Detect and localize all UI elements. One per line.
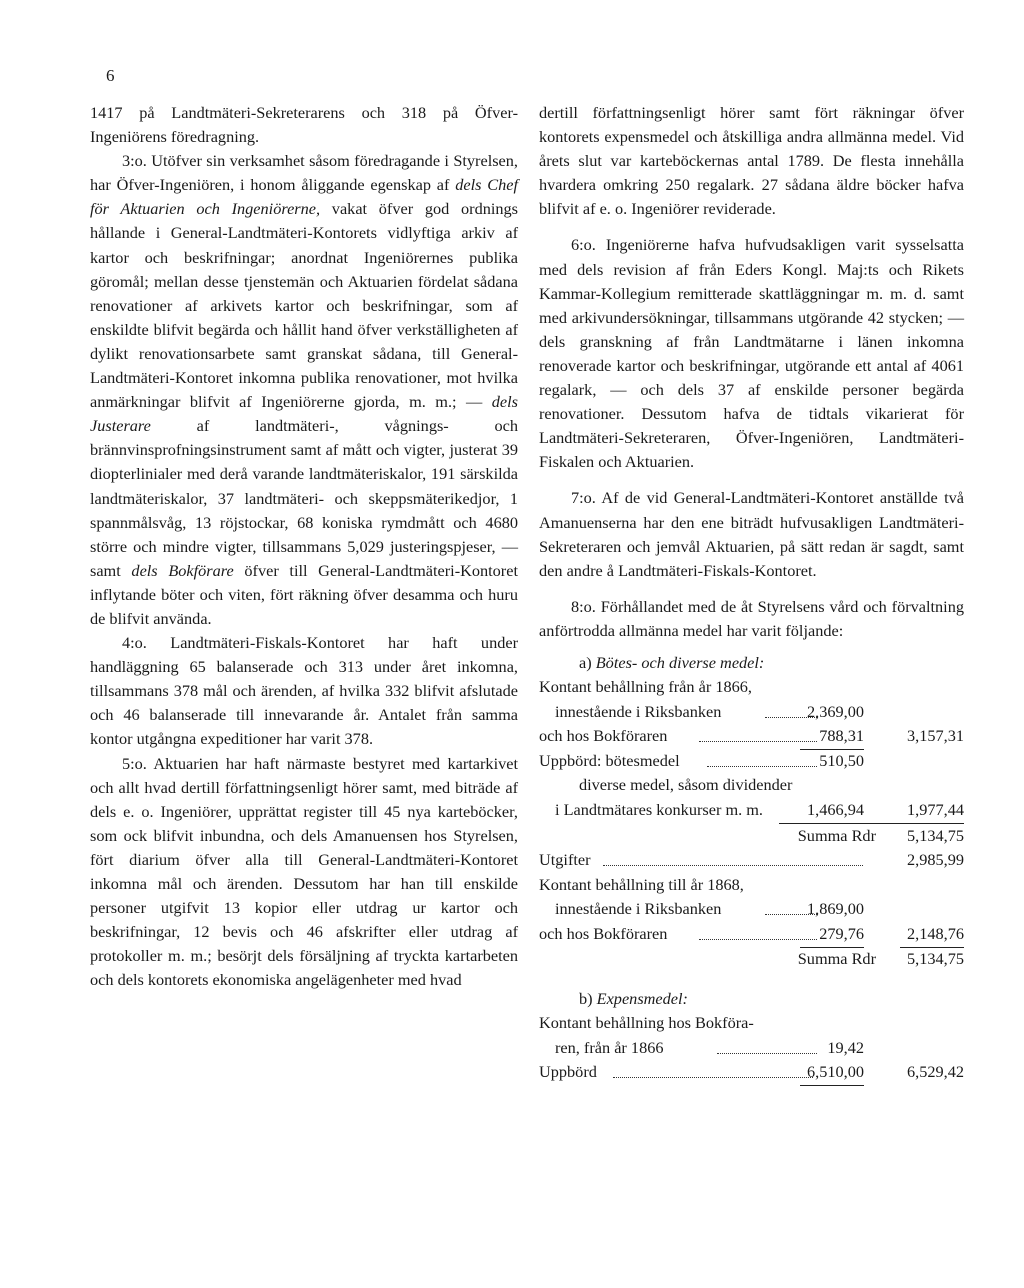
ledger-value: 1,869,00: [807, 899, 864, 919]
ledger-label: diverse medel, såsom dividender: [579, 775, 793, 795]
ledger-value: 19,42: [827, 1037, 864, 1057]
ledger-row: [539, 773, 964, 798]
ledger-total: 2,985,99: [907, 850, 964, 870]
ledger-row: [539, 798, 964, 823]
ledger-row: [539, 897, 964, 922]
italic-span: dels Chef för Aktuarien och Ingeniörerne,: [90, 175, 518, 219]
ledger-row-sum: [779, 947, 964, 972]
paragraph-5o: 5:o. Aktuarien har haft närmaste bestyret med kartarkivet och allt hvad dertill författningsenligt hörer samt, med biträde af dels e. o. Ingeniörer, upprättat register till 45 nya karteböcker, som ock blifvit inbundna, och dels Amanuensen hos Styrelsen, fört diarium öfver alla till General-Landtmäteri-Kontoret inkomna mål och ärenden. Dessutom har han till enskilde personer utgifvit 13 kopior eller utdrag ur kartor och beskrifningar, 12 bevis och 46 afskrifter eller utdrag af protokoller m. m.; besörjt dels försäljning af tryckta kartarbeten och dels kontorets ekonomiska angelägenheter med hvad: [90, 753, 518, 990]
paragraph-4o: 4:o. Landtmäteri-Fiskals-Kontoret har haft under handläggning 65 balanserade och 313 under året inkomna, tillsammans 378 mål och ärenden, af hvilka 332 blifvit afslutade och 46 balanserade till innevarande år. Antalet från samma kontor utgångna expeditioner har varit 378.: [90, 633, 518, 749]
ledger-label: och hos Bokföraren: [539, 726, 668, 746]
ledger-row: [539, 1036, 964, 1061]
section-b-heading: [539, 987, 964, 1011]
sum-label: Summa Rdr: [797, 948, 876, 968]
text-span: 3:o. Utöfver sin verksamhet såsom föredragande i Styrelsen, har Öfver-Ingeniören, i honom åliggande egenskap af: [90, 151, 518, 195]
leader-dots: [707, 766, 817, 767]
ledger-label: Kontant behållning från år 1866,: [539, 676, 752, 696]
ledger-label: Utgifter: [539, 850, 591, 870]
italic-span: dels Bokförare: [131, 560, 234, 580]
ledger-label: innestående i Riksbanken: [555, 899, 722, 919]
ledger-value: 6,510,00: [800, 1060, 864, 1086]
ledger-total: 6,529,42: [907, 1062, 964, 1082]
text-span: vakat öfver god ordnings hållande i General-Landtmäteri-Kontorets vidlyftiga arkiv af kartor och beskrifningar; anordnat Ingeniörernes publika göromål; mellan desse tjenstemän och Aktuarien fördelat sådana renovationer af arkivets kartor och beskrifningar, som af enskildte blifvit begärda och hållit hand öfver verkställigheten af dylikt renovationsarbete samt granskat sådana, till General-Landtmäteri-Kontoret inkomna publika renovationer, mot hvilka anmärkningar blifvit af Ingeniörerne gjorda, m. m.; —: [90, 199, 519, 412]
ledger-label: ren, från år 1866: [555, 1037, 664, 1057]
ledger-value: 279,76: [800, 922, 864, 948]
paragraph-3o: [90, 149, 518, 631]
ledger-label: och hos Bokföraren: [539, 923, 668, 943]
paragraph-6o: 6:o. Ingeniörerne hafva hufvudsakligen varit sysselsatta med dels revision af från Eders Kongl. Maj:ts och Rikets Kammar-Kollegium remitterade skattläggningar m. m. d. samt med arkivundersökningar, tillsammans utgörande 42 stycken; — dels granskning af från Landtmätarne i länen inkomna renoverade kartor och beskrifningar, utgörande ett antal af 4061 regalark, — och dels 37 af enskilde personer begärda renovationer. Dessutom hafva de tidtals vikarierat för Landtmäteri-Sekreteraren, Öfver-Ingeniören, Landtmäteri-Fiskalen och Aktuarien.: [539, 235, 964, 472]
page-number: 6: [106, 66, 115, 85]
ledger-label: Uppbörd: bötesmedel: [539, 750, 680, 770]
paragraph: 1417 på Landtmäteri-Sekreterarens och 318 på Öfver-Ingeniörens föredragning.: [90, 103, 518, 147]
paragraph-7o: 7:o. Af de vid General-Landtmäteri-Kontoret anställde två Amanuenserna har den ene biträdt hufvusakligen Landtmäteri-Sekreteraren och jemvål Aktuarien, på sätt redan är sagdt, samt den andre å Landtmäteri-Fiskals-Kontoret.: [539, 488, 964, 580]
ledger-row: [539, 873, 964, 898]
account-section-b: [539, 987, 964, 1085]
section-a-heading: [539, 651, 964, 675]
ledger-label: Uppbörd: [539, 1062, 597, 1082]
italic-span: dels Justerare: [90, 392, 518, 436]
ledger-row: [539, 749, 964, 774]
ledger-row: [539, 724, 964, 749]
ledger-label: Kontant behållning hos Bokföra-: [539, 1013, 754, 1033]
ledger-row: [539, 700, 964, 725]
section-letter: b): [579, 989, 593, 1009]
ledger-total: 1,977,44: [907, 799, 964, 819]
ledger-row: [539, 1011, 964, 1036]
section-letter: a): [579, 652, 592, 672]
ledger-label: innestående i Riksbanken: [555, 701, 722, 721]
ledger-label: Kontant behållning till år 1868,: [539, 874, 744, 894]
sum-label: Summa Rdr: [797, 825, 876, 845]
ledger-row: [539, 922, 964, 947]
ledger-value: 1,466,94: [800, 798, 864, 824]
ledger-total: 2,148,76: [900, 922, 964, 948]
ledger-total: 3,157,31: [907, 726, 964, 746]
paragraph-8o: 8:o. Förhållandet med de åt Styrelsens vård och förvaltning anförtrodda allmänna medel har varit följande:: [539, 596, 964, 640]
ledger-label: i Landtmätares konkurser m. m.: [555, 799, 763, 819]
right-column: [539, 101, 964, 1085]
paragraph: dertill författningsenligt hörer samt fört räkningar öfver kontorets expensmedel och åtskilliga andra allmänna medel. Vid årets slut var karteböckernas antal 1789. De flesta innehålla hvardera omkring 250 regalark. 27 sådana äldre böcker hafva blifvit af e. o. Ingeniörer reviderade.: [539, 103, 964, 219]
text-span: öfver till General-Landtmäteri-Kontoret inflytande böter och viten, fört räkning öfver desamma och huru de blifvit använda.: [90, 560, 518, 628]
left-column: [90, 101, 518, 992]
account-section-a: [539, 651, 964, 971]
leader-dots: [613, 1077, 813, 1078]
sum-value: 5,134,75: [907, 825, 964, 845]
ledger-value: 788,31: [800, 724, 864, 750]
ledger-row: [539, 848, 964, 873]
ledger-row: [539, 675, 964, 700]
section-title: Expensmedel:: [596, 989, 688, 1009]
ledger-row-sum: [779, 823, 964, 849]
text-span: af landtmäteri-, vågnings- och brännvinsprofningsinstrument samt af mått och vigter, justerat 39 diopterlinialer med derå varande landtmäteriskalor, 191 särskilda landtmäteriskalor, 37 landtmäteri- och skeppsmäterikedjor, 1 spannmålsvåg, 13 röjstockar, 68 koniska rymdmått och 4680 större och mindre vigter, tillsammans 5,029 justeringspjeser, — samt: [90, 416, 518, 580]
leader-dots: [603, 865, 863, 866]
ledger-row: [539, 1060, 964, 1085]
ledger-value: 510,50: [819, 750, 864, 770]
ledger-value: 2,369,00: [807, 701, 864, 721]
leader-dots: [717, 1053, 817, 1054]
sum-value: 5,134,75: [907, 948, 964, 968]
section-title: Bötes- och diverse medel:: [595, 652, 765, 672]
